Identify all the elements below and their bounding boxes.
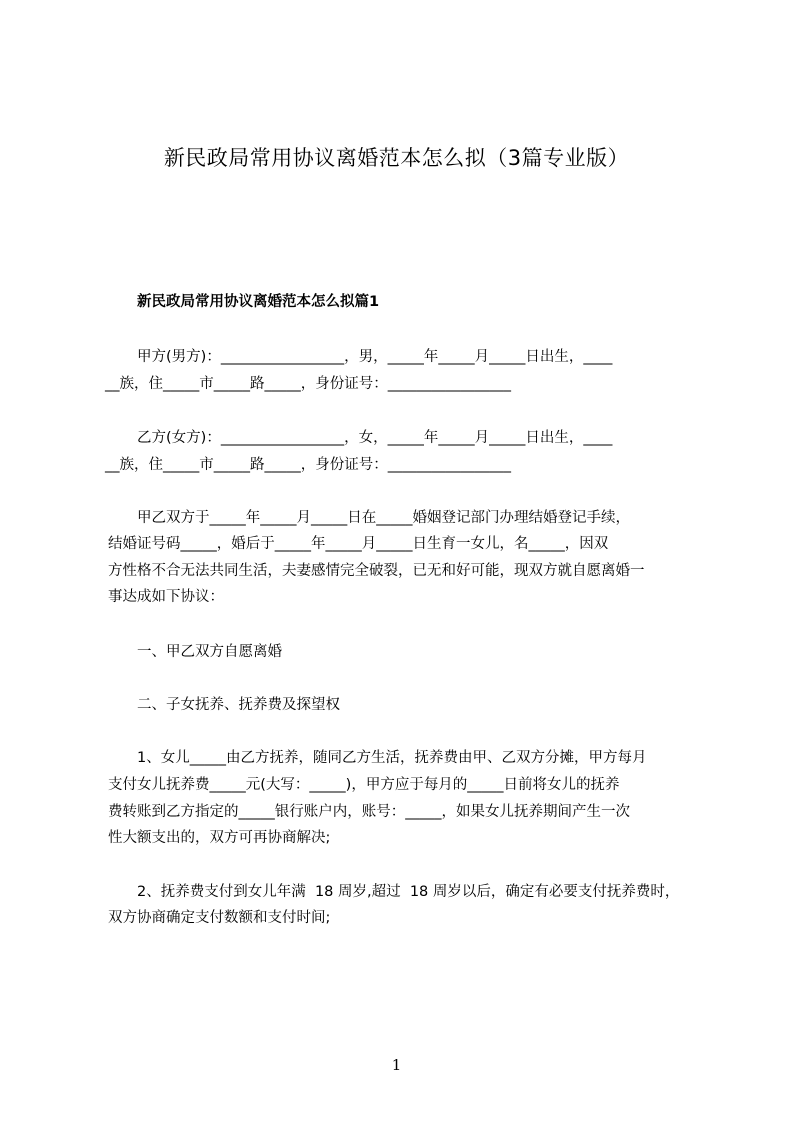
item-1-line-4: 性大额支出的，双方可再协商解决;	[108, 830, 331, 846]
item-2-line-1: 2、抚养费支付到女儿年满 18 周岁,超过 18 周岁以后，确定有必要支付抚养费时，	[137, 884, 680, 900]
intro-line-4: 事达成如下协议：	[108, 589, 224, 605]
section-heading: 新民政局常用协议离婚范本怎么拟篇1	[137, 294, 380, 310]
party-b-line-1: 乙方(女方)：_________________，女，_____年_____月_____日出生，____	[137, 430, 613, 446]
intro-line-2: 结婚证号码_____，婚后于_____年_____月_____日生育一女儿，名_____，因双	[108, 536, 609, 552]
party-b-line-2: __族，住_____市_____路_____，身份证号：_________________	[105, 457, 511, 473]
item-1-line-3: 费转账到乙方指定的_____银行账户内，账号：_____，如果女儿抚养期间产生一次	[108, 804, 630, 820]
document-title: 新民政局常用协议离婚范本怎么拟（3篇专业版）	[163, 146, 630, 170]
item-2-line-2: 双方协商确定支付数额和支付时间;	[108, 910, 331, 926]
clause-1: 一、甲乙双方自愿离婚	[137, 644, 282, 660]
party-a-line-2: __族，住_____市_____路_____，身份证号：_________________	[105, 376, 511, 392]
clause-2: 二、子女抚养、抚养费及探望权	[137, 697, 340, 713]
intro-line-3: 方性格不合无法共同生活，夫妻感情完全破裂，已无和好可能，现双方就自愿离婚一	[108, 563, 645, 579]
page-number: 1	[391, 1056, 402, 1074]
intro-line-1: 甲乙双方于_____年_____月_____日在_____婚姻登记部门办理结婚登记手续，	[137, 510, 630, 526]
item-1-line-2: 支付女儿抚养费_____元(大写：_____)，甲方应于每月的_____日前将女儿的抚养	[108, 777, 620, 793]
party-a-line-1: 甲方(男方)：_________________，男，_____年_____月_____日出生，____	[137, 349, 613, 365]
item-1-line-1: 1、女儿_____由乙方抚养，随同乙方生活，抚养费由甲、乙双方分摊，甲方每月	[137, 750, 647, 766]
